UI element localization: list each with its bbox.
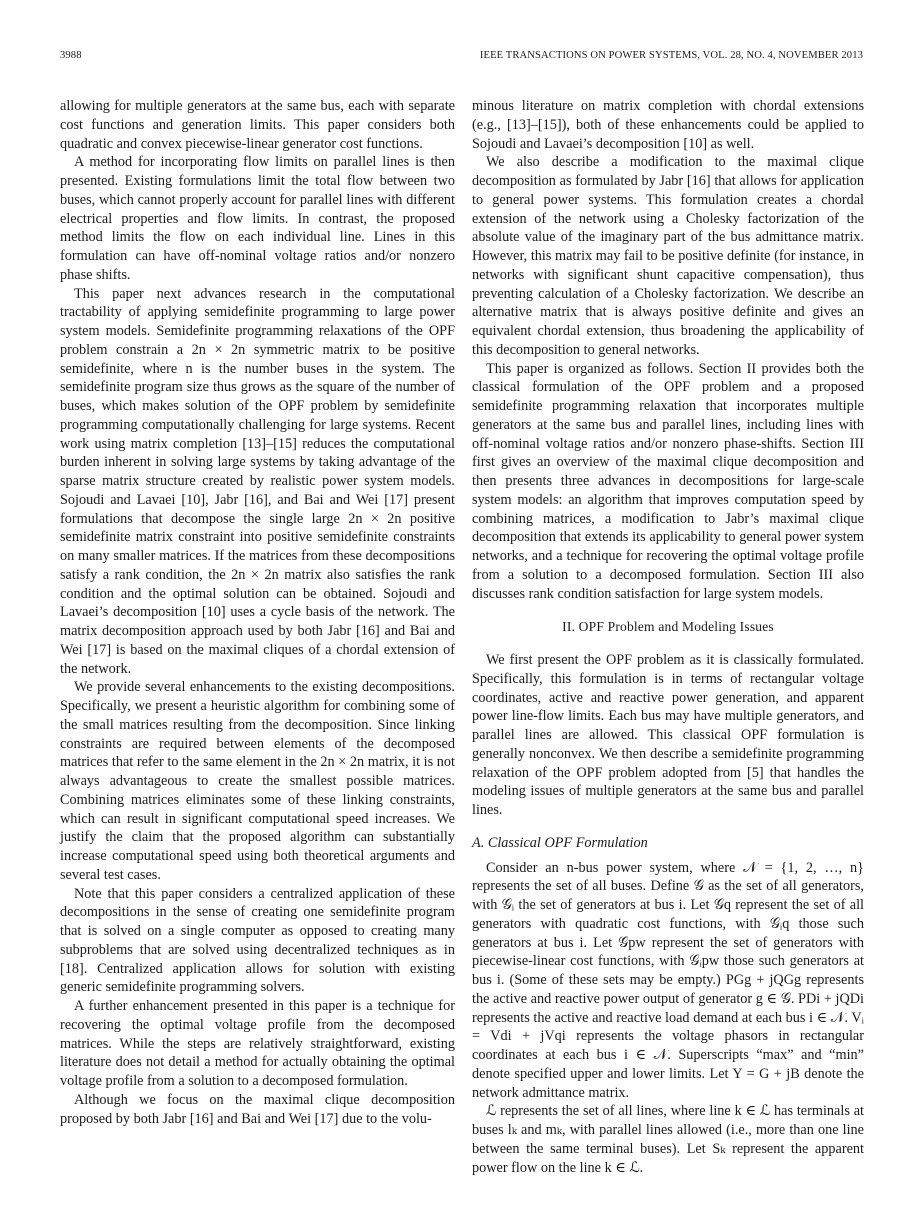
paragraph: Note that this paper considers a centralized application of these decompositions in the sense of creating one semidefinite program that is solved on a single computer as opposed to creating many subproblems that are solved using decentralized techniques as in [18]. Centralized application allows for solution with existing generic semidefinite programming solvers. (60, 885, 455, 996)
paragraph: We provide several enhancements to the existing decompositions. Specifically, we present a heuristic algorithm for combining some of the small matrices resulting from the decomposition. Since linking constraints are required between elements of the decomposed matrices that refer to the same element in the 2n × 2n matrix, it is not always advantageous to create the smallest possible matrices. Combining matrices eliminates some of these linking constraints, which can result in significant computational speed increases. We justify the claim that the proposed algorithm can substantially increase computational speed using both theoretical arguments and several test cases. (60, 679, 455, 883)
paragraph: Consider an n-bus power system, where 𝒩 = {1, 2, …, n} represents the set of all buses. Define 𝒢 as the set of all generators, with 𝒢ᵢ the set of generators at bus i. Let 𝒢q represent the set of all generators with quadratic cost functions, with 𝒢ᵢq those such generators at bus i. Let 𝒢pw represent the set of generators with piecewise-linear cost functions, with 𝒢ᵢpw those such generators at bus i. (Some of these sets may be empty.) PGg + jQGg represents the active and reactive power output of generator g ∈ 𝒢. PDi + jQDi represents the active and reactive load demand at each bus i ∈ 𝒩. Vᵢ = Vdi + jVqi represents the voltage phasors in rectangular coordinates at each bus i ∈ 𝒩. Superscripts “max” and “min” denote specified upper and lower limits. Let Y = G + jB denote the network admittance matrix. (472, 859, 864, 1101)
paragraph: allowing for multiple generators at the same bus, each with separate cost functions and generation limits. This paper considers both quadratic and convex piecewise-linear generator cost functions. (60, 98, 455, 152)
running-header (0, 50, 920, 66)
section-heading: II. OPF Problem and Modeling Issues (562, 619, 774, 635)
right-column (472, 97, 864, 1177)
paragraph: This paper is organized as follows. Section II provides both the classical formulation of the OPF problem and a proposed semidefinite programming relaxation that incorporates multiple generators at the same bus and parallel lines, including lines with off-nominal voltage ratios and/or nonzero phase-shifts. Section III first gives an overview of the maximal clique decomposition and then presents three advances in decompositions for large-scale system models: an algorithm that improves computation speed by combining matrices, a modification to Jabr’s maximal clique decomposition that extends its applicability to general power system networks, and a technique for recovering the optimal voltage profile from a solution to a decomposed formulation. Section III also discusses rank condition satisfaction for large system models. (472, 360, 864, 602)
paragraph: ℒ represents the set of all lines, where line k ∈ ℒ has terminals at buses lₖ and mₖ, with parallel lines allowed (i.e., more than one line between the same terminal buses). Let Sₖ represent the apparent power flow on the line k ∈ ℒ. (472, 1103, 864, 1176)
paragraph: This paper next advances research in the computational tractability of applying semidefinite programming to large power system models. Semidefinite programming relaxations of the OPF problem constrain a 2n × 2n symmetric matrix to be positive semidefinite, where n is the number buses in the system. The semidefinite program size thus grows as the square of the number of buses, which makes solution of the OPF problem by semidefinite programming computationally challenging for large systems. Recent work using matrix completion [13]–[15] reduces the computational burden inherent in solving large systems by taking advantage of the sparse matrix structure created by realistic power system models. Sojoudi and Lavaei [10], Jabr [16], and Bai and Wei [17] present formulations that decompose the single large 2n × 2n positive semidefinite matrix constraint into positive semidefinite constraints on many smaller matrices. If the matrices from these decompositions satisfy a rank condition, the 2n × 2n matrix also satisfies the rank condition and the optimal solution can be obtained. Sojoudi and Lavaei’s decomposition [10] uses a cycle basis of the network. The matrix decomposition approach used by both Jabr [16] and Bai and Wei [17] is based on the maximal cliques of a chordal extension of the network. (60, 285, 455, 677)
subsection-heading: A. Classical OPF Formulation (472, 834, 648, 851)
journal-title: IEEE TRANSACTIONS ON POWER SYSTEMS, VOL. 28, NO. 4, NOVEMBER 2013 (479, 50, 863, 61)
paragraph: We also describe a modification to the maximal clique decomposition as formulated by Jabr [16] that allows for application to general power systems. This formulation creates a chordal extension of the network using a Cholesky factorization of the absolute value of the imaginary part of the bus admittance matrix. However, this matrix may fail to be positive definite (for instance, in networks with significant shunt capacitive compensation), thus preventing calculation of a Cholesky factorization. We describe an alternative matrix that is always positive definite and gives an equivalent chordal extension, thus broadening the applicability of this decomposition to general networks. (472, 154, 864, 358)
paragraph: A further enhancement presented in this paper is a technique for recovering the optimal voltage profile from the decomposed matrices. While the steps are relatively straightforward, existing literature does not detail a method for actually obtaining the optimal voltage profile from a solution to a decomposed formulation. (60, 998, 455, 1089)
paragraph: A method for incorporating flow limits on parallel lines is then presented. Existing formulations limit the total flow between two buses, which cannot properly account for parallel lines with different electrical properties and flow limits. In contrast, the proposed method limits the flow on each individual line. Lines in this formulation can have off-nominal voltage ratios and/or nonzero phase shifts. (60, 154, 455, 283)
left-column (60, 97, 455, 1128)
paragraph: minous literature on matrix completion with chordal extensions (e.g., [13]–[15]), both of these enhancements could be applied to Sojoudi and Lavaei’s decomposition [10] as well. (472, 98, 864, 152)
page-number: 3988 (60, 50, 82, 61)
paragraph: We first present the OPF problem as it is classically formulated. Specifically, this formulation is in terms of rectangular voltage coordinates, active and reactive power generation, and apparent power line-flow limits. Each bus may have multiple generators, and parallel lines are allowed. This classical OPF formulation is generally nonconvex. We then describe a semidefinite programming relaxation of the OPF problem adopted from [5] that handles the modeling issues of multiple generators at the same bus and parallel lines. (472, 652, 864, 818)
paragraph: Although we focus on the maximal clique decomposition proposed by both Jabr [16] and Bai and Wei [17] due to the volu- (60, 1091, 455, 1127)
